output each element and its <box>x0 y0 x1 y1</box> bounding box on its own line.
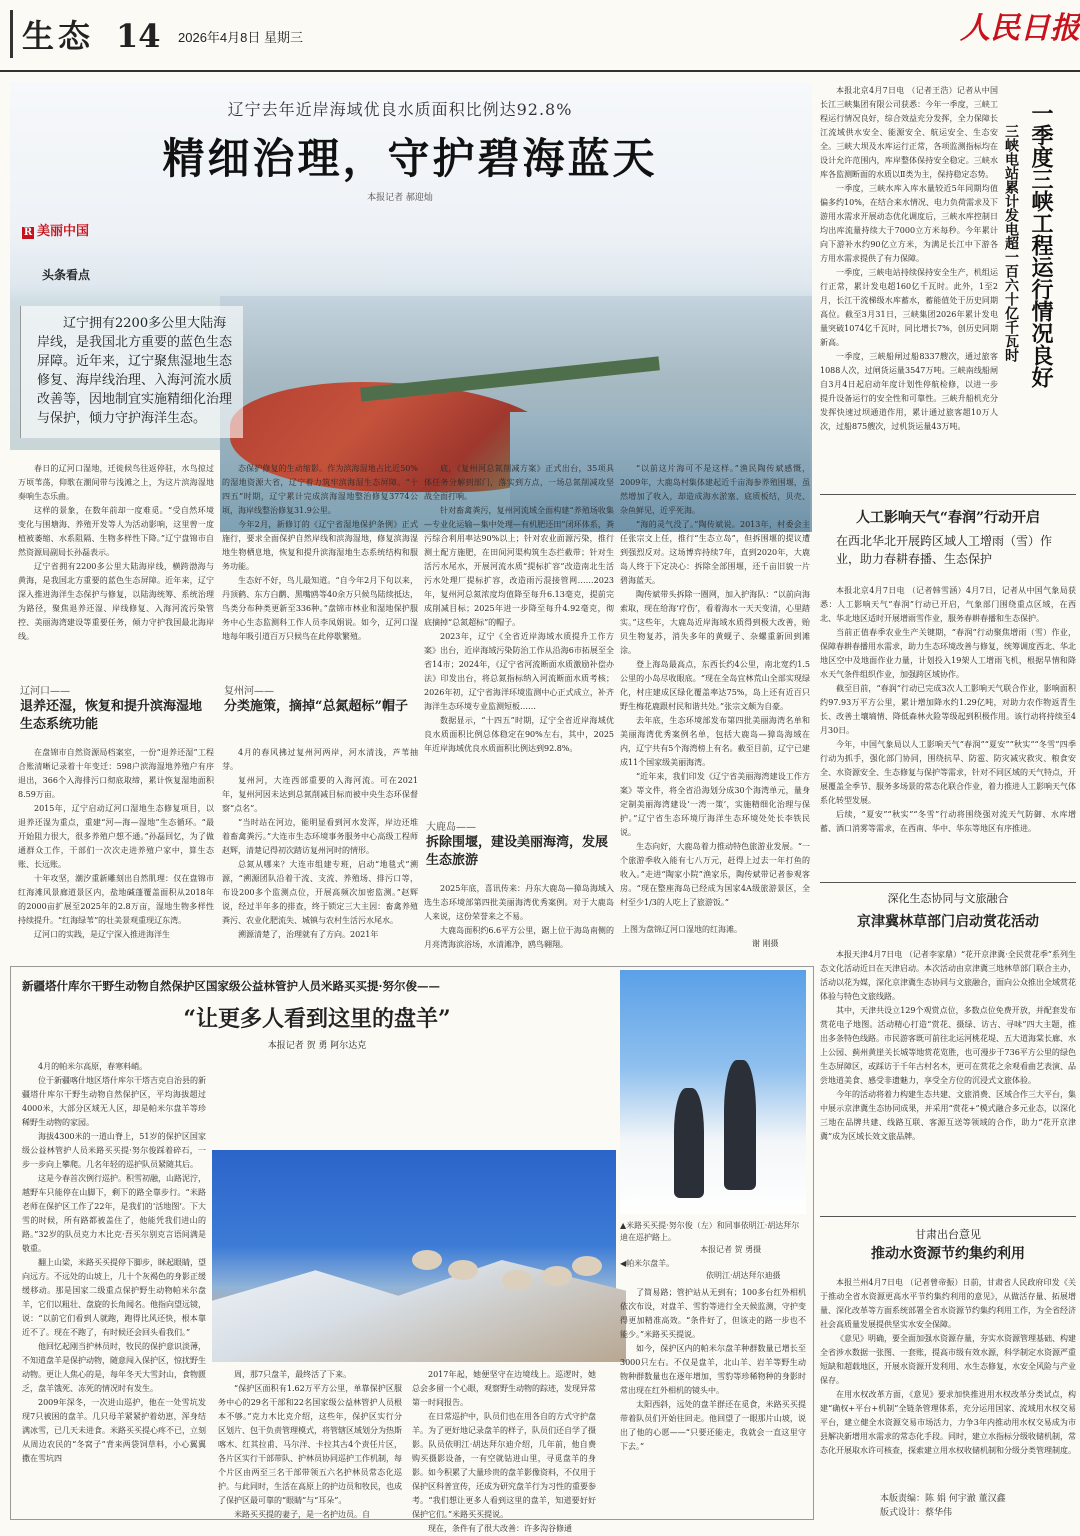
feature-kicker: 新疆塔什库尔干野生动物自然保护区国家级公益林管护人员米路买买提·努尔俊—— <box>22 979 440 993</box>
paragraph: 一季度，三峡船闸过船8337艘次，通过旅客1088人次，过闸货运量3547万吨。三峡南线船闸自3月4日起启动年度计划性停航检修，以进一步提升设备运行的安全性和可靠性。三峡升船机充分发挥快速过坝通道作用，累计通过旅客超10万人次，过船875艘次，过机货运量43万吨。 <box>820 352 998 431</box>
paragraph: 太阳西斜，远处的盘羊群还在觅食，米路买买提带着队员们开始往回走。他回望了一眼那片山坡，说出了他的心愿——“只要还能走，我就会一直这里守下去。” <box>620 1400 806 1451</box>
paragraph: 本报北京4月7日电 （记者韩雪涵）4月7日，记者从中国气象局获悉：人工影响天气“春润”行动已开启，气象部门围绕重点区域，在西北、华北地区适时开展增雨雪作业，服务春耕春播和生态保护。 <box>820 586 1076 623</box>
page-number: 14 <box>116 17 161 55</box>
paragraph: 生态好不好，鸟儿最知道。“自今年2月下旬以来，丹顶鹤、东方白鹳、黑嘴鸥等40余万只候鸟陆续抵达，鸟类分布种类更新至336种。”盘锦市林业和湿地保护服务中心生态监测科工作人员李凤娟说。如今，辽河口湿地每年吸引道百万只候鸟在此停歇繁殖。 <box>222 576 418 641</box>
right-low-body <box>820 948 1076 1204</box>
divider <box>820 882 1076 883</box>
footer-design-line: 版式设计：蔡华伟 <box>880 1508 953 1518</box>
paragraph: 其中，天津共设立129个观赏点位，多数点位免费开放，并配套发布赏花电子地图。活动精心打造“赏花、摄绿、访古、寻味”四大主题，推出多条特色线路。市民游客既可前往北运河桃花堤、五大道海棠长廊、水上公园、蓟州黄崖关长城等地赏花览胜，也可漫步于736平方公里的绿色生态屏障区，或踩访于千年古村名木，更可在赏花之余观看曲艺表演、品尝地道美食、感受非遗魅力，享受全方位的沉浸式文旅体验。 <box>820 1006 1076 1085</box>
photo-credit: 谢 刚摄 <box>752 939 779 948</box>
column-logo-icon: R <box>23 227 33 238</box>
feature-caption2: ◀帕米尔盘羊。 <box>620 1259 675 1268</box>
paragraph: 海拔4300米的一道山脊上，51岁的保护区国家级公益林管护人员米路买买提·努尔俊踩着碎石，一步一步向上攀爬。几名年轻的巡护队员紧随其后。 <box>22 1132 206 1169</box>
paragraph: 在用水权改革方面，《意见》要求加快推进用水权改革分类试点，构建“确权+平台+机制”全链条管理体系，充分运用国家、流域用水权交易平台，建立健全水资源交易市场活力，力争3年内推动用水权交易成为市县解决新增用水需求的常态化手段。同时，建立水指标分级收储机制，常态化开展取水许可核查，探索建立用水权收储机制和分级分类管理制度。 <box>820 1390 1076 1455</box>
person-left <box>674 1088 704 1198</box>
feature-caption-credit: 本报记者 贺 勇摄 <box>700 1245 762 1254</box>
paragraph: 数据显示，“十四五”时期，辽宁全省近岸海域优良水质面积比例总体稳定在90%左右，其中，2025年近岸海域优良水质面积比例达到92.8%。 <box>424 716 614 753</box>
section-name: 生态 <box>22 17 95 55</box>
paragraph: “海的灵气没了。”陶传斌说。2013年，村委会主任张宗文上任，推行“生态立岛”，但拆围堰的提议遭到强烈反对。这场博弈持续7年，直到2020年，大鹿岛人终于下定决心：拆除全部围堰，还千亩旧貌一片碧海蓝天。 <box>620 520 810 585</box>
paragraph: 4月的帕米尔高原，春寒料峭。 <box>38 1062 148 1071</box>
sec2-tag: 复州河—— <box>224 686 274 697</box>
paragraph: 2025年底，喜讯传来：丹东大鹿岛—獐岛海域入选生态环境部第四批美丽海湾优秀案例。对于大鹿岛人来说，这份荣誉来之不易。 <box>424 884 614 921</box>
paragraph: 本报兰州4月7日电 （记者曾帝振）日前，甘肃省人民政府印发《关于推动全省水资源更高水平节约集约利用的意见》，从做活存量、拓展增量、深化改革等方面系统部署全省水资源节约集约利用工作，为全省经济社会高质量发展提供坚实水安全保障。 <box>820 1278 1076 1329</box>
feature-caption: ▲米路买买提·努尔俊（左）和同事依明江·胡达拜尔迪在巡护路上。 <box>620 1221 800 1242</box>
paragraph: 2017年起，她便坚守在边境线上。巡逻时，她总会多留一个心眼，观察野生动物的踪迹，发现异常第一时间报告。 <box>412 1370 596 1407</box>
feature-caption2-credit: 依明江·胡达拜尔迪摄 <box>706 1271 781 1280</box>
paragraph: 2015年，辽宁启动辽河口湿地生态修复项目，以退养还湿为重点，重建“河—海—湿地”生态循环。“最开始阻力很大，很多养殖户想不通。”孙磊回忆，为了做通群众工作，干部们一次次走进养殖户家中，算生态账、长远账。 <box>18 804 214 869</box>
right-mid-body <box>820 584 1076 878</box>
feature-title: “让更多人看到这里的盘羊” <box>183 1006 451 1032</box>
sheep-2 <box>448 1260 478 1280</box>
sec2-head: 分类施策，摘掉“总氮超标”帽子 <box>224 699 408 714</box>
paragraph: 《意见》明确，要全面加强水资源存量，夯实水资源管理基础、构建全省涉水数据一张图、一套账，提高市级有效水源，科学制定水资源严重短缺和超载地区，开展水资源开发利用、水生态修复，水安全风险与产业保存。 <box>820 1334 1076 1385</box>
sheep-1 <box>412 1250 442 1270</box>
feature-byline: 本报记者 贺 勇 阿尔达克 <box>267 1041 367 1051</box>
main-col3 <box>424 462 614 798</box>
paragraph: 溯源清楚了，治理就有了方向。2021年 <box>238 930 379 939</box>
feature-col1 <box>22 1060 206 1514</box>
paragraph: 2009年深冬，一次进山巡护，他在一处雪坑发现7只被困的盘羊。几只母羊紧紧护着幼崽，浑身结满冰雪，已几天未进食。米路买买提心疼不已，立刻从周边农民的“冬窝子”背来两袋饲草料，小心翼翼撒在雪坑四 <box>22 1398 206 1463</box>
paragraph: “保护区面积有1.62万平方公里，单靠保护区服务中心的29名干部和22名国家级公益林管护人员根本不够。”克力木比克介绍，这些年，保护区实行分区划片、包干负责管理模式，将管辖区域划分为热斯喀木、红其拉甫、马尔洋、卡拉其古4个责任片区，各片区实行干部带队、护林员协同巡护工作机制，每个片区由两至三名干部带领五六名护林员常态化巡护。与此同时，生活在高原上的护边员和牧民，也成了保护区最可靠的“眼睛”与“耳朵”。 <box>218 1384 402 1505</box>
sec1-tag: 辽河口—— <box>20 686 70 697</box>
paragraph: 米路买买提的妻子，是一名护边员。自 <box>234 1510 370 1519</box>
sec3-head: 拆除围堰，建设美丽海湾，发展生态旅游 <box>426 835 609 868</box>
paragraph: 一季度，三峡电站持续保持安全生产，机组运行正常，累计发电超160亿千瓦时。此外，1至2月，长江干流梯级水库蓄水，蓄能值处于历史同期高位。截至3月31日，三峡集团2026年累计发电量突破1074亿千瓦时，同比增长7%，创历史同期新高。 <box>820 268 998 347</box>
issue-date: 2026年4月8日 星期三 <box>178 30 303 45</box>
paragraph: 今年的活动将着力构建生态共建、文旅消费、区域合作三大平台，集中展示京津冀生态协同成果，并采用“赏花+”模式融合多元业态，以深化三地在品牌共建、线路互联、客源互送等领域的合作，助力“花开京津冀”成为区域长效文旅品牌。 <box>820 1090 1076 1141</box>
paragraph: 这是今春首次例行巡护。积雪初融，山路泥泞，越野车只能停在山脚下，剩下的路全靠步行。“米路老师在保护区工作了22年，是我们的‘活地图’。下大雪的时候，所有路都被盖住了，他能凭我们进山的路。”32岁的队员克力木比克·吾买尔别克言语间满是敬重。 <box>22 1174 206 1253</box>
paragraph: 针对畜禽粪污，复州河流域全面构建“养殖场收集—专业化运输—集中处理—有机肥还田”闭环体系，粪污综合利用率达90%以上；针对农业面源污染，推行测土配方施肥，在田间河渠构筑生态拦截带；针对生活污水尾水，开展河流水质“提标扩容”改造南北生活污水处理厂提标扩容，改造雨污混接管网……2023年，复州河总氮浓度均值降至每升6.13毫克，提前完成削减目标；2025年进一步降至每升4.92毫克，彻底摘掉“总氮超标”的帽子。 <box>424 506 614 627</box>
hero-byline: 本报记者 郝迎灿 <box>367 193 433 203</box>
feature-col2 <box>218 1368 402 1519</box>
paragraph: 在盘锦市自然资源局档案室，一份“退养还湿”工程合账清晰记录着十年变迁：598户滨海湿地养殖户有序退出，366个入海排污口彻底取缔，累计恢复湿地面积8.59万亩。 <box>18 748 214 799</box>
hero-title: 精细治理，守护碧海蓝天 <box>162 134 658 183</box>
main-col3-sec3 <box>424 882 614 956</box>
paragraph: 复州河，大连西部重要的入海河流。可在2021年，复州河因未达到总氮削减目标而被中央生态环保督察“点名”。 <box>222 776 418 813</box>
paragraph: 一季度，三峡水库入库水量较近5年同期均值偏多约10%，在结合来水情况、电力负荷需求及下游用水需求开展动态优化调度后，三峡水库控制日均出库流量持续大于7000立方米每秒。今年累计向下游补水约90亿立方米，为满足长江中下游各方用水需求提供了有力保障。 <box>820 184 998 263</box>
paragraph: 4月的春风拂过复州河两岸，河水清浅，芦苇抽芽。 <box>222 748 418 771</box>
divider <box>820 1216 1076 1217</box>
lead-paragraph: 辽宁拥有2200多公里大陆海岸线，是我国北方重要的蓝色生态屏障。近年来，辽宁聚焦湿地生态修复、海岸线治理、入海河流水质改善等，因地制宜实施精细化治理与保护，倾力守护海洋生态。 <box>20 306 243 438</box>
paragraph: 去年底，生态环境部发布第四批美丽海湾名单和美丽海湾优秀案例名单，包括大鹿岛—獐岛海域在内，辽宁共有5个海湾榜上有名。截至目前，辽宁已建成11个国家级美丽海湾。 <box>620 716 810 767</box>
sec1-head: 退养还湿，恢复和提升滨海湿地生态系统功能 <box>20 699 203 732</box>
paragraph: 在日常巡护中，队员们也在用各自的方式守护盘羊。为了更好地记录盘羊的样子，队员们还自学了摄影。队员依明江·胡达拜尔迪介绍，几年前，他自费购买摄影设备，一有空就钻进山里，寻觅盘羊的身影。如今积累了大量珍贵的盘羊影像资料，不仅用于保护区科普宣传，还成为研究盘羊行为习性的重要参考。“我们想让更多人看到这里的盘羊，知道要好好保护它们。”米路买买提说。 <box>412 1412 596 1519</box>
paragraph: 生态向好，大鹿岛着力推动特色旅游业发展。“一个旅游季收入能有七八万元，赶得上过去一年打鱼的收入。”走进“陶家小院”渔家乐，陶传斌带记者参观客房。“现在整座海岛已经成为国家4A级旅游景区，全村至少1/3的人吃上了旅游饭。” <box>620 842 810 907</box>
paragraph: “以前这片海可不是这样。”渔民陶传斌感慨，2009年，大鹿岛村集体建起近千亩海参养殖围堰，虽然增加了收入，却造成海水淤塞、底质板结，贝壳、杂鱼鲜见，近乎死海。 <box>620 464 810 515</box>
paragraph: 辽宁省拥有2200多公里大陆海岸线，横跨渤海与黄海，是我国北方重要的蓝色生态屏障。近年来，辽宁深入推进海洋生态保护与修复，以陆海统筹、系统治理为路径，聚焦退养还湿、岸线修复、入海河流污染管控、美丽海湾建设等重要任务，倾力守护我国最北海岸线。 <box>18 562 214 641</box>
paragraph: 他回忆起刚当护林员时，牧民的保护意识淡薄，不知道盘羊是保护动物，随意闯入保护区，惊扰野生动物。更让人焦心的是，每年冬天大雪封山，食物匮乏，盘羊饿死、冻死的情况时有发生。 <box>22 1342 206 1393</box>
right-low-title: 京津冀林草部门启动赏花活动 <box>857 914 1039 930</box>
main-col4 <box>620 462 810 907</box>
divider <box>820 494 1076 495</box>
right-bottom-body <box>820 1276 1076 1472</box>
hero-kicker: 辽宁去年近岸海域优良水质面积比例达92.8% <box>227 100 573 119</box>
paragraph: 这样的景象，在数年前却一度难觅。“受自然环境变化与围塘海、养殖开发等人为活动影响，这里曾一度植被萎缩、水系阻隔、生物多样性下降。”辽宁盘锦市自然资源局副局长孙磊表示。 <box>18 506 214 557</box>
sheep-4 <box>542 1266 572 1286</box>
header-bar <box>10 10 13 58</box>
feature-col4 <box>620 1286 806 1514</box>
footer-editor-line: 本版责编：陈 娟 何宇澈 董汉鑫 <box>880 1494 1006 1504</box>
sheep-3 <box>502 1270 532 1290</box>
right-bottom-title: 推动水资源节约集约利用 <box>871 1246 1025 1262</box>
column-tag-label: 美丽中国 <box>37 224 90 239</box>
paragraph: 当前正值春季农业生产关键期，“春润”行动聚焦增雨（雪）作业，保障春耕春播用水需求，助力生态环境改善与修复，统筹调度西北、华北地区空中及地面作业力量，计划投入19架人工增雨飞机，根据旱情和降水天气条件组织作业，加强跨区域协作。 <box>820 628 1076 679</box>
footer-editors <box>880 1492 1060 1520</box>
page-header <box>0 0 1080 72</box>
paragraph: 如今，保护区内的帕米尔盘羊种群数量已增长至3000只左右。不仅是盘羊，北山羊、岩羊等野生动物种群数量也在逐年增加，雪豹等珍稀物种的身影时常出现在红外相机的镜头中。 <box>620 1344 806 1395</box>
paragraph: 辽河口的实践，是辽宁深入推进海洋生 <box>34 930 170 939</box>
paragraph: 态保护修复的生动缩影。作为滨海湿地占比近50%的湿地资源大省，辽宁着力筑牢滨海湿生态屏障。“十四五”时期，辽宁累计完成滨海湿地整治修复3774公顷，海岸线整治修复31.9公里。 <box>222 464 418 515</box>
argali-photo <box>212 1150 616 1362</box>
headline-label: 头条看点 <box>42 268 91 282</box>
right-top-body <box>820 84 998 484</box>
paragraph: 本报北京4月7日电 （记者王浩）记者从中国长江三峡集团有限公司获悉：今年一季度，三峡工程运行情况良好，综合效益充分发挥，全力保障长江流域供水安全、能源安全、航运安全、生态安全。三峡大坝及水库运行正常，各项监测指标均在设计允许范围内，库岸整体保持安全稳定。三峡水库各监测断面的水质以Ⅱ类为主，保持稳定态势。 <box>820 86 998 179</box>
paragraph: 翻上山梁，米路买买提停下脚步，眯起眼睛，望向远方。不远处的山坡上，几十个灰褐色的身影正缓缓移动。那是国家二级重点保护野生动物帕米尔盘羊，它们以粗壮、盘旋的长角闻名。他指向望远镜，说：“以前它们看到人就跑，跑得比风还快，根本靠近不了。现在不跑了，有时候还会回头看我们。” <box>22 1258 206 1337</box>
paragraph: 位于新疆喀什地区塔什库尔干塔吉克自治县的新疆塔什库尔干野生动物自然保护区，平均海拔超过4000米，大部分区域无人区，却是帕米尔盘羊等珍稀野生动物的家园。 <box>22 1076 206 1127</box>
paragraph: 后续，“夏安”“秋实”“冬雪”行动将围绕强对流天气防御、水库增蓄、酒口消雾等需求，在西南、华中、华东等地区有序推进。 <box>820 810 1076 833</box>
paragraph: 今年2月，新修订的《辽宁省湿地保护条例》正式施行，要求全面保护自然岸线和滨海湿地，修复滨海湿地生物栖息地，恢复和提升滨海湿地生态系统结构和服务功能。 <box>222 520 418 571</box>
sec3-tag: 大鹿岛—— <box>426 822 476 833</box>
person-right <box>724 1060 756 1190</box>
paragraph: 今年，中国气象局以人工影响天气“春润”“夏安”“秋实”“冬雪”四季行动为抓手，强化部门协同，围绕抗旱、防雹、防灾减灾救灾、粮食安全、水资源安全、生态修复与保护等需求，针对不同区域的天气特点，开展覆盖全季节、服务多场景的常态化联合作业，着力推进人工影响天气体系化转型发展。 <box>820 740 1076 805</box>
sheep-5 <box>572 1256 602 1276</box>
column-tag <box>22 222 89 242</box>
masthead-logo: 人民日报 <box>960 11 1080 46</box>
paragraph: “近年来，我们印发《辽宁省美丽海湾建设工作方案》等文件，将全省沿海划分成30个海湾单元，量身定制美丽海湾建设‘一湾一策’，实施精细化治理与保护。”辽宁省生态环境厅海洋生态环境处处长李铁民说。 <box>620 772 810 837</box>
paragraph: 大鹿岛面积约6.6平方公里，踞上位于海岛南侧的月亮湾海滨浴场，水清滩净，鸥鸟翱翔。 <box>424 926 614 949</box>
paragraph: 本报天津4月7日电 （记者李家鼎）“花开京津冀·全民赏花季”系列生态文化活动近日在天津启动。本次活动由京津冀三地林草部门联合主办，活动以花为媒，深化京津冀生态协同与文旅融合，面向公众推出全域赏花体验与特色文旅线路。 <box>820 950 1076 1001</box>
paragraph: “当时站在河边，能明显看到河水发浑，岸边还堆着畜禽粪污。”大连市生态环境事务服务中心高级工程师赵辉，清楚记得初次踏访复州河时的情形。 <box>222 818 418 855</box>
right-low-kicker: 深化生态协同与文旅融合 <box>887 892 1009 905</box>
paragraph: 2023年，辽宁《全省近岸海域水质提升工作方案》出台，近岸海域污染防治工作从沿海6市拓展至全省14市；2024年，《辽宁省河流断面水质激励补偿办法》印发出台，将总氮指标纳入河流断面水质考核；2026年初，辽宁省海洋环境监测中心正式成立，补齐海洋生态环境专业监测短板…… <box>424 632 614 711</box>
paragraph: 截至目前，“春润”行动已完成3次人工影响天气联合作业，影响面积约97.93万平方公里，累计增加降水约1.29亿吨，对助力农作物返青生长、改善土壤墒情、降低森林火险等级起到积极作用。该行动将持续至4月30日。 <box>820 684 1076 735</box>
paragraph: 底，《复州河总氮削减方案》正式出台，35项具体任务分解到部门，落实到方点，一场总氮削减攻坚战全面打响。 <box>424 464 614 501</box>
paragraph: 登上海岛最高点，东西长约4公里，南北宽约1.5公里的小岛尽收眼底。“现在全岛宜林荒山全部实现绿化，村庄建成区绿化覆盖率达75%，岛上还有近百只野生梅花鹿跟村民和谐共处。”张宗文颇为自豪。 <box>620 660 810 711</box>
paragraph: 陶传斌带头拆除一圈网，加入护海队：“以前向海索取，现在给海‘疗伤’，看着海水一天天变清，心里踏实。”这些年，大鹿岛近岸海域水质得到极大改善，贻贝生物复苏，消失多年的黄蚬子、杂螺重新回到滩涂。 <box>620 590 810 655</box>
right-mid-subtitle: 在西北华北开展跨区域人工增雨（雪）作业，助力春耕春播、生态保护 <box>836 534 1053 566</box>
right-top-subtitle: 三峡电站累计发电超一百六十亿千瓦时 <box>1003 124 1019 362</box>
right-top-title: 一季度三峡工程运行情况良好 <box>1028 102 1054 388</box>
paragraph: 了简易路；管护站从无到有；100多台红外相机依次布设，对盘羊、雪豹等进行全天候监测，守护变得更加精准高效。“条件好了，但该走的路一步也不能少。”米路买买提说。 <box>620 1288 806 1339</box>
right-bottom-kicker: 甘肃出台意见 <box>915 1228 981 1241</box>
paragraph: 春日的辽河口湿地，迁徙候鸟往返停驻，水鸟掠过万顷苇荡，仰歌在潮间带与浅滩之上，为这片滨海湿地奏响生态乐曲。 <box>18 464 214 501</box>
main-col2-top <box>222 462 418 672</box>
feature-col3 <box>412 1368 596 1533</box>
photo-caption: 上图为盘锦辽河口湿地的红海滩。 <box>622 925 742 934</box>
paragraph: 十年攻坚，潮汐重新雕刻出自然肌理：仅在盘锦市红海滩风景廊道景区内，盐地碱蓬覆盖面积从2018年的2000亩扩展至2025年的2.8万亩，湿地生物多样性持续提升。“红海绿苇”的壮美景观重现辽东湾。 <box>18 874 214 925</box>
paragraph: 周，那7只盘羊，最终活了下来。 <box>234 1370 352 1379</box>
main-col1-sec1 <box>18 746 214 956</box>
right-mid-title: 人工影响天气“春润”行动开启 <box>855 510 1041 526</box>
patrol-photo <box>620 970 806 1214</box>
paragraph: 总氮从哪来？大连市组建专班，启动“地毯式”溯源，“溯源团队沿着干流、支流、养殖场、排污口等，布设200多个监测点位，开展高频次加密监测。”赵辉说，经过半年多的排查，终于锁定三大主因：畜禽养殖粪污、农业化肥流失、城镇与农村生活污水尾水。 <box>222 860 418 925</box>
main-col1-intro <box>18 462 214 676</box>
paragraph: 现在，条件有了很大改善：许多沟谷修通 <box>428 1524 572 1533</box>
main-col2-sec2 <box>222 746 418 956</box>
